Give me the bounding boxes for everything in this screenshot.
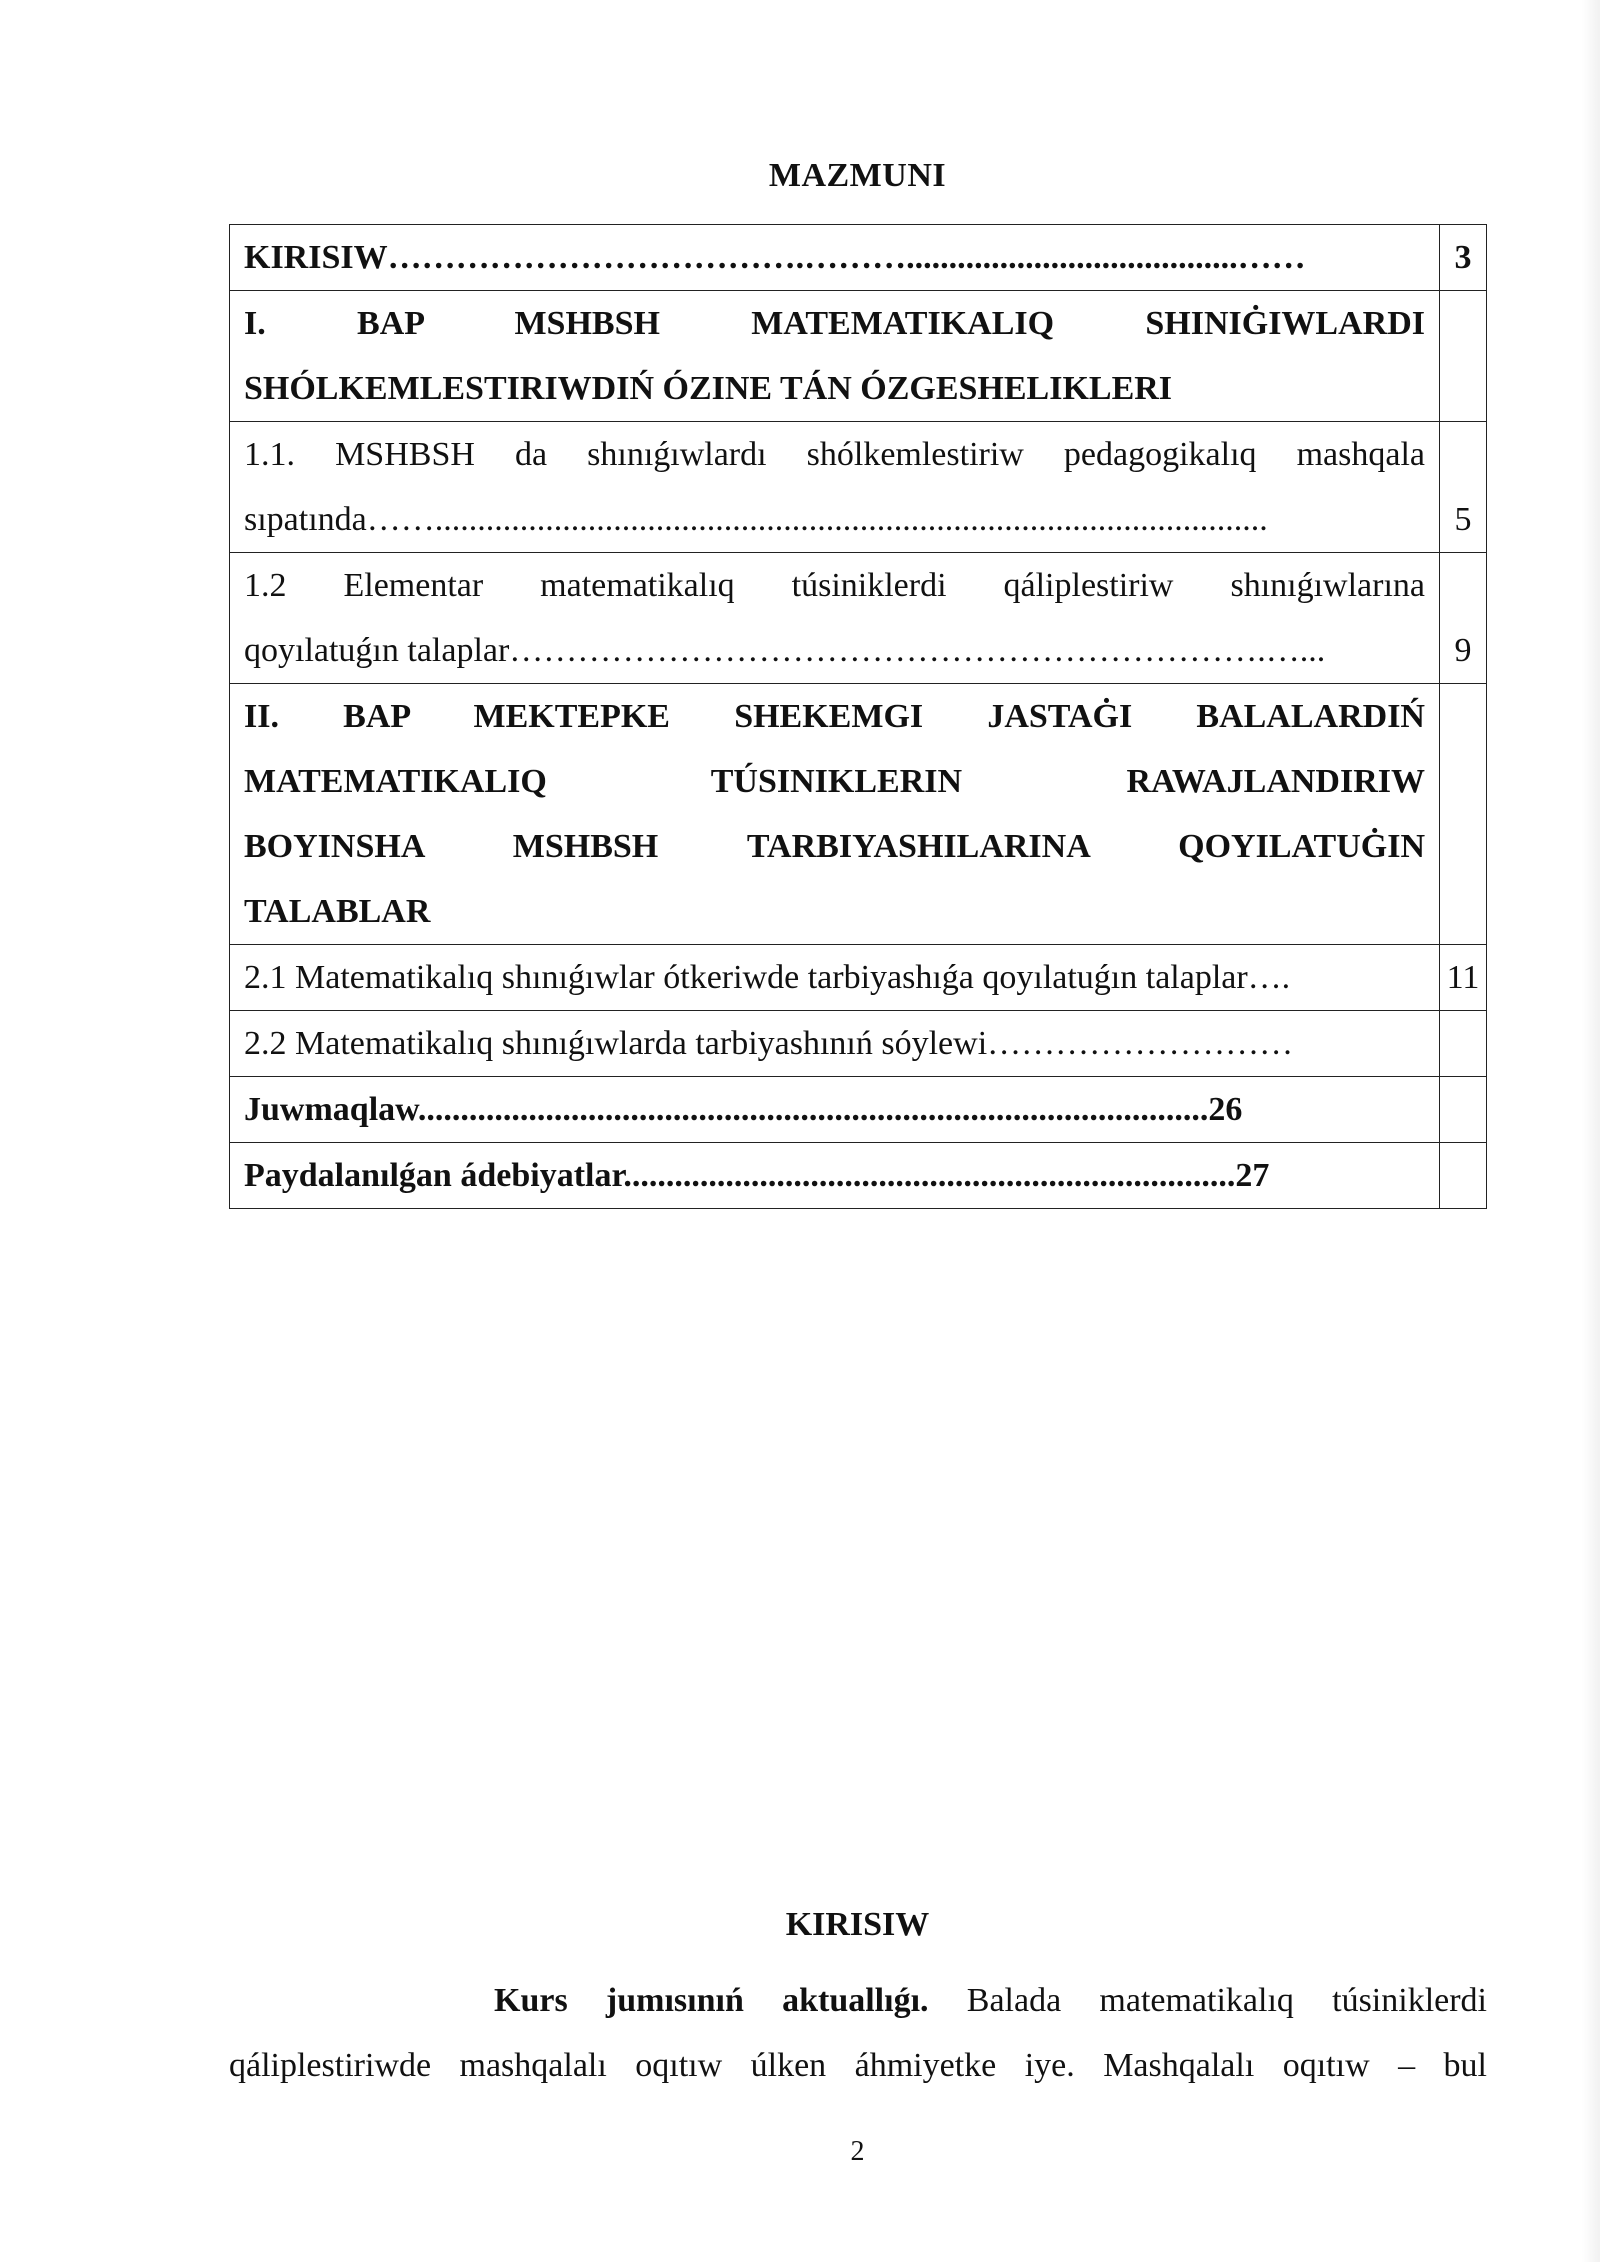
item11-line2: sıpatında…….................................................................................................. [244,501,1268,538]
toc-row-kirisiw [230,225,1487,291]
toc-entry-1-1 [230,422,1440,553]
toc-page-chapter2 [1440,684,1487,945]
toc-row-chapter2 [230,684,1487,945]
chapter2-line3: BOYINSHA MSHBSH TARBIYASHILARINA QOYILATUĠIN [244,828,1425,865]
toc-page-1-1: 5 [1440,422,1487,553]
toc-entry-paydalanilgan: Paydalanılǵan ádebiyatlar........................................................................27 [230,1143,1440,1209]
toc-row-1-2 [230,553,1487,684]
page-number: 2 [850,2136,865,2167]
toc-title: MAZMUNI [768,157,947,194]
toc-row-juwmaqlaw [230,1077,1487,1143]
toc-page-juwmaqlaw [1440,1077,1487,1143]
chapter1-line1: I. BAP MSHBSH MATEMATIKALIQ SHINIĠIWLARDI [244,305,1425,342]
intro-line-2: qáliplestiriwde mashqalalı oqıtıw úlken áhmiyetke iye. Mashqalalı oqıtıw – bul [229,2047,1487,2084]
toc-row-1-1 [230,422,1487,553]
toc-page-1-2: 9 [1440,553,1487,684]
toc-entry-2-2: 2.2 Matematikalıq shınıǵıwlarda tarbiyashınıń sóylewi……………………… [230,1011,1440,1077]
toc-entry-kirisiw: KIRISIW……………………………….……….......................................…… [230,225,1440,291]
intro-line-1-rest: Balada matematikalıq túsiniklerdi [928,1982,1488,2019]
toc-entry-chapter1 [230,291,1440,422]
toc-row-chapter1 [230,291,1487,422]
table-of-contents [229,224,1487,1209]
toc-page-2-2 [1440,1011,1487,1077]
toc-page-paydalanilgan [1440,1143,1487,1209]
chapter2-line1: II. BAP MEKTEPKE SHEKEMGI JASTAĠI BALALARDIŃ [244,698,1425,735]
intro-heading: KIRISIW [785,1906,930,1943]
intro-line-1 [229,1968,1487,2033]
item12-line1: 1.2 Elementar matematikalıq túsiniklerdi qáliplestiriw shınıǵıwlarına [244,567,1425,604]
toc-entry-chapter2 [230,684,1440,945]
toc-page-kirisiw: 3 [1440,225,1487,291]
intro-paragraph [229,1968,1487,2098]
toc-row-2-1 [230,945,1487,1011]
item12-line2: qoyılatuǵın talaplar………………………………………………………….…... [244,632,1326,669]
toc-page-2-1: 11 [1440,945,1487,1011]
toc-entry-1-2 [230,553,1440,684]
toc-entry-juwmaqlaw: Juwmaqlaw.............................................................................................26 [230,1077,1440,1143]
toc-row-paydalanilgan [230,1143,1487,1209]
item11-line1: 1.1. MSHBSH da shınıǵıwlardı shólkemlestiriw pedagogikalıq mashqala [244,436,1425,473]
chapter2-line2: MATEMATIKALIQ TÚSINIKLERIN RAWAJLANDIRIW [244,763,1425,800]
toc-entry-2-1: 2.1 Matematikalıq shınıǵıwlar ótkeriwde tarbiyashıǵa qoyılatuǵın talaplar…. [230,945,1440,1011]
chapter2-line4: TALABLAR [244,893,431,930]
toc-page-chapter1 [1440,291,1487,422]
page-edge [1582,0,1600,2262]
chapter1-line2: SHÓLKEMLESTIRIWDIŃ ÓZINE TÁN ÓZGESHELIKLERI [244,370,1173,407]
intro-lead-bold: Kurs jumısınıń aktuallıǵı. [494,1982,929,2019]
toc-row-2-2 [230,1011,1487,1077]
